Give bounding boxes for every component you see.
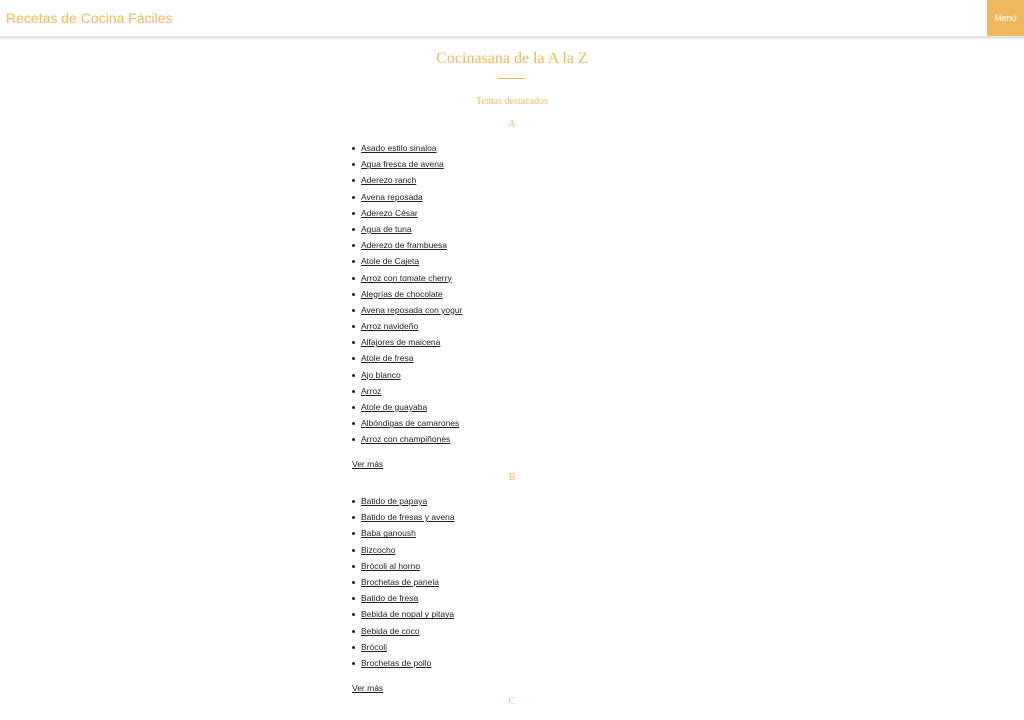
recipe-link[interactable]: Aderezo ranch — [361, 175, 417, 186]
see-more-link-a[interactable]: Ver más — [352, 459, 384, 469]
featured-topics-heading: Temas destacados — [476, 96, 548, 107]
list-item — [352, 639, 455, 655]
recipe-link[interactable]: Avena reposada — [361, 191, 423, 202]
page-title: Cocinasana de la A la Z — [436, 50, 588, 67]
list-item — [352, 270, 462, 286]
list-item — [352, 156, 462, 172]
list-item — [352, 334, 462, 350]
recipe-link[interactable]: Bebida de nopal y pitaya — [361, 609, 455, 620]
list-item — [352, 399, 462, 415]
recipe-link[interactable]: Atole de guayaba — [361, 402, 428, 412]
list-item — [352, 383, 462, 399]
recipe-link[interactable]: Arroz con champiñones — [361, 434, 451, 445]
recipe-link[interactable]: Bebida de coco — [361, 625, 420, 636]
recipe-link[interactable]: Brochetas de pollo — [361, 657, 432, 668]
list-item — [352, 221, 462, 237]
recipe-link[interactable]: Aderezo de frambuesa — [361, 240, 447, 251]
list-item — [352, 574, 455, 590]
list-item — [352, 493, 455, 509]
recipe-link[interactable]: Brócoli — [361, 641, 387, 652]
recipe-link[interactable]: Arroz navideño — [361, 321, 419, 332]
site-header — [0, 0, 1024, 38]
list-item — [352, 655, 455, 671]
recipe-link[interactable]: Ajo blanco — [361, 369, 401, 380]
section-letter-b: B — [508, 472, 516, 483]
recipe-link[interactable]: Bizcocho — [361, 544, 396, 555]
recipe-link[interactable]: Asado estilo sinaloa — [361, 143, 437, 153]
list-item — [352, 302, 462, 318]
section-letter-c: C — [508, 696, 516, 707]
recipe-link[interactable]: Arroz — [361, 385, 382, 396]
list-item — [352, 350, 462, 366]
site-title-link[interactable]: Recetas de Cocina Fáciles — [6, 10, 173, 26]
list-item — [352, 431, 462, 447]
section-letter-a: A — [508, 119, 516, 130]
list-item — [352, 415, 462, 431]
list-item — [352, 367, 462, 383]
recipe-link[interactable]: Atole de Cajeta — [361, 256, 420, 267]
list-item — [352, 286, 462, 302]
recipe-link[interactable]: Batido de fresas y avena — [361, 512, 455, 523]
recipe-link[interactable]: Agua fresca de avena — [361, 159, 444, 170]
recipe-link[interactable]: Aderezo César — [361, 207, 418, 218]
recipe-link[interactable]: Alfajores de maicena — [361, 337, 441, 348]
list-item — [352, 509, 455, 525]
recipe-link[interactable]: Baba ganoush — [361, 528, 416, 539]
list-item — [352, 623, 455, 639]
recipe-link[interactable]: Batido de fresa — [361, 593, 419, 604]
list-item — [352, 542, 455, 558]
see-more-link-b[interactable]: Ver más — [352, 683, 384, 693]
recipe-link[interactable]: Atole de fresa — [361, 353, 414, 364]
recipe-link[interactable]: Batido de papaya — [361, 496, 428, 506]
recipe-link[interactable]: Alegrías de chocolate — [361, 288, 443, 299]
recipe-link[interactable]: Brochetas de panela — [361, 576, 439, 587]
list-item — [352, 140, 462, 156]
list-item — [352, 606, 455, 622]
recipe-list-a — [352, 140, 462, 448]
list-item — [352, 590, 455, 606]
menu-button[interactable]: Menú — [987, 0, 1024, 36]
list-item — [352, 253, 462, 269]
list-item — [352, 189, 462, 205]
list-item — [352, 525, 455, 541]
title-divider — [498, 78, 525, 79]
recipe-link[interactable]: Agua de tuna — [361, 223, 412, 234]
recipe-link[interactable]: Albóndigas de camarones — [361, 418, 460, 429]
list-item — [352, 558, 455, 574]
recipe-link[interactable]: Avena reposada con yogur — [361, 304, 463, 315]
list-item — [352, 205, 462, 221]
recipe-link[interactable]: Brócoli al horno — [361, 560, 421, 571]
list-item — [352, 172, 462, 188]
recipe-link[interactable]: Arroz con tomate cherry — [361, 272, 452, 283]
recipe-list-b — [352, 493, 455, 671]
list-item — [352, 237, 462, 253]
list-item — [352, 318, 462, 334]
